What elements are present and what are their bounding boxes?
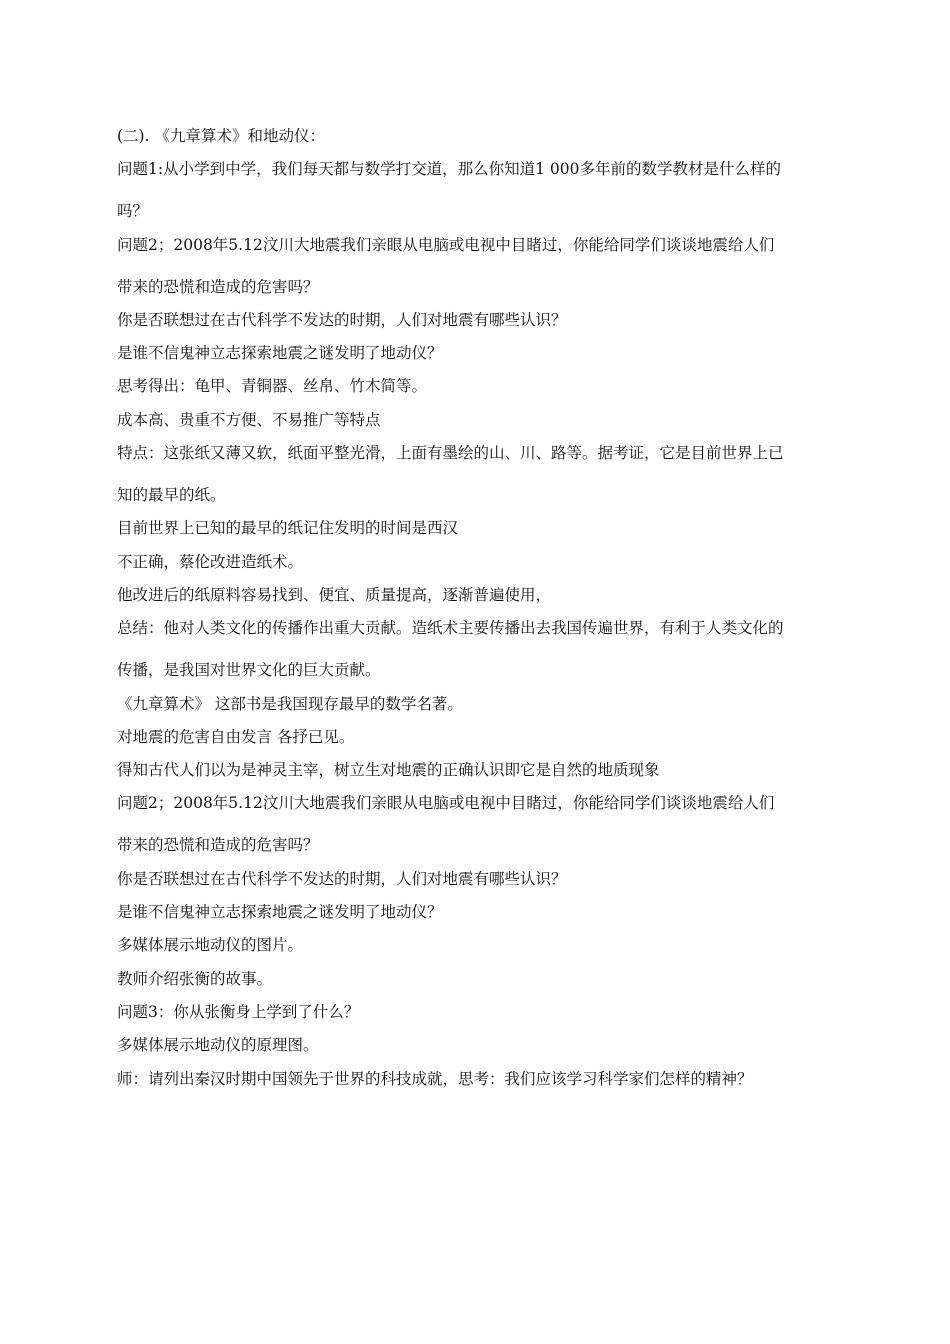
- paragraph-line: 问题2；2008年5.12汶川大地震我们亲眼从电脑或电视中目睹过，你能给同学们谈谈地震给人们: [117, 235, 775, 254]
- paragraph-line: 问题2；2008年5.12汶川大地震我们亲眼从电脑或电视中目睹过，你能给同学们谈谈地震给人们: [117, 794, 775, 813]
- paragraph-line: 师：请列出秦汉时期中国领先于世界的科技成就，思考：我们应该学习科学家们怎样的精神？: [117, 1069, 753, 1088]
- paragraph-line: 特点：这张纸又薄又软，纸面平整光滑，上面有墨绘的山、川、路等。据考证，它是目前世界上已: [117, 444, 784, 463]
- paragraph-line: 目前世界上已知的最早的纸记住发明的时间是西汉: [117, 519, 459, 538]
- paragraph-line: 思考得出：龟甲、青铜器、丝帛、竹木简等。: [117, 377, 428, 396]
- paragraph-line: 多媒体展示地动仪的图片。: [117, 936, 304, 955]
- paragraph-line: 带来的恐慌和造成的危害吗？: [117, 277, 319, 296]
- paragraph-line: 多媒体展示地动仪的原理图。: [117, 1036, 319, 1055]
- paragraph-line: 对地震的危害自由发言 各抒已见。: [117, 727, 355, 746]
- paragraph-line: 问题3：你从张衡身上学到了什么？: [117, 1002, 360, 1021]
- paragraph-line: 问题1:从小学到中学，我们每天都与数学打交道，那么你知道1 000多年前的数学教材是什么样的: [117, 160, 781, 179]
- paragraph-line: 知的最早的纸。: [117, 486, 226, 505]
- paragraph-line: 教师介绍张衡的故事。: [117, 969, 273, 988]
- paragraph-line: 你是否联想过在古代科学不发达的时期，人们对地震有哪些认识？: [117, 869, 567, 888]
- paragraph-line: 是谁不信鬼神立志探索地震之谜发明了地动仪？: [117, 903, 443, 922]
- paragraph-line: 是谁不信鬼神立志探索地震之谜发明了地动仪？: [117, 344, 443, 363]
- paragraph-line: 《九章算术》 这部书是我国现存最早的数学名著。: [117, 694, 463, 713]
- document-body: [117, 126, 842, 1102]
- paragraph-line: 总结：他对人类文化的传播作出重大贡献。造纸术主要传播出去我国传遍世界，有利于人类文化的: [117, 619, 784, 638]
- paragraph-line: 成本高、贵重不方便、不易推广等特点: [117, 410, 381, 429]
- paragraph-line: 不正确，蔡伦改进造纸术。: [117, 552, 304, 571]
- section-heading: (二). 《九章算术》和地动仪：: [117, 127, 325, 145]
- paragraph-line: 吗？: [117, 202, 149, 221]
- paragraph-line: 得知古代人们以为是神灵主宰，树立生对地震的正确认识即它是自然的地质现象: [117, 761, 660, 780]
- paragraph-line: 带来的恐慌和造成的危害吗？: [117, 836, 319, 855]
- paragraph-line: 传播，是我国对世界文化的巨大贡献。: [117, 661, 381, 680]
- paragraph-line: 你是否联想过在古代科学不发达的时期，人们对地震有哪些认识？: [117, 310, 567, 329]
- paragraph-line: 他改进后的纸原料容易找到、便宜、质量提高，逐渐普遍使用，: [117, 585, 552, 604]
